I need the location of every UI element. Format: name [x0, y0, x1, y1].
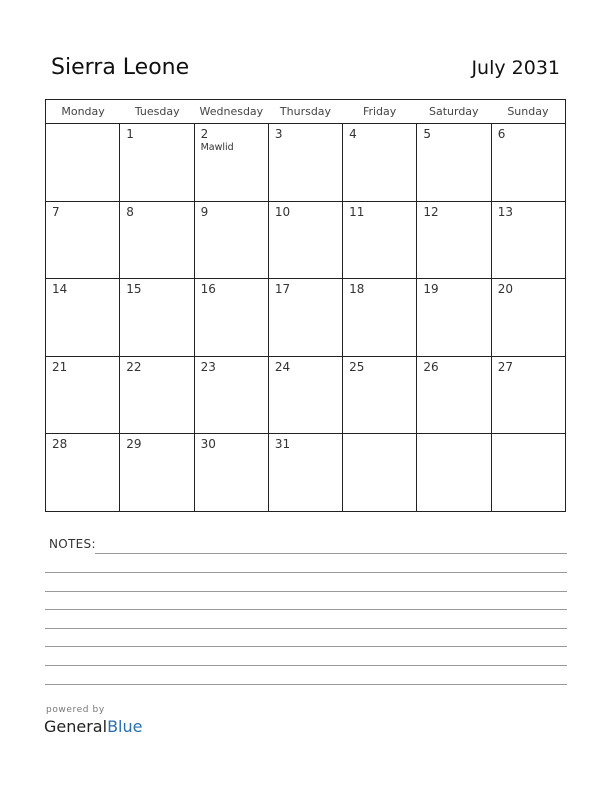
day-number: 6: [497, 127, 506, 141]
day-cell[interactable]: [195, 124, 269, 201]
day-number: 9: [200, 204, 209, 219]
day-cell[interactable]: [195, 202, 269, 279]
weekday-label: Wednesday: [199, 105, 264, 118]
day-cell[interactable]: [120, 124, 194, 201]
day-number: 28: [52, 437, 68, 452]
day-cell[interactable]: [417, 357, 491, 434]
day-number: 11: [349, 204, 365, 219]
day-cell[interactable]: [492, 357, 565, 434]
day-cell[interactable]: [195, 279, 269, 356]
notes-line: [45, 572, 567, 573]
day-cell[interactable]: [269, 434, 343, 512]
week-row: [46, 279, 565, 357]
day-cell[interactable]: [46, 202, 120, 279]
day-cell[interactable]: [492, 279, 565, 356]
day-number: 26: [423, 359, 439, 374]
day-cell[interactable]: [269, 279, 343, 356]
brand-logo[interactable]: [44, 717, 142, 736]
day-cell[interactable]: [343, 124, 417, 201]
day-cell[interactable]: [343, 202, 417, 279]
day-cell[interactable]: [120, 357, 194, 434]
day-cell[interactable]: [195, 357, 269, 434]
day-cell[interactable]: [343, 434, 417, 512]
day-number: 3: [274, 127, 283, 141]
brand-blue: Blue: [107, 717, 143, 736]
weekday-label: Monday: [61, 105, 105, 118]
notes-line: [95, 553, 567, 554]
day-cell[interactable]: [343, 279, 417, 356]
day-number: 1: [126, 127, 134, 141]
day-cell[interactable]: [46, 124, 120, 201]
day-cell[interactable]: [343, 357, 417, 434]
day-number: 30: [200, 437, 216, 452]
day-number: 18: [349, 282, 365, 297]
day-cell[interactable]: [417, 279, 491, 356]
weekday-header: [46, 100, 565, 124]
brand-general: General: [44, 717, 108, 736]
day-number: 29: [126, 437, 142, 452]
day-cell[interactable]: [269, 202, 343, 279]
weekday-label: Friday: [362, 105, 397, 118]
day-number: 21: [52, 359, 68, 374]
week-row: [46, 357, 565, 435]
day-number: 20: [497, 282, 513, 297]
weekday-label: Sunday: [507, 105, 549, 118]
day-number: 24: [274, 359, 291, 374]
day-cell[interactable]: [46, 279, 120, 356]
weekday-label: Saturday: [428, 105, 479, 118]
day-cell[interactable]: [417, 434, 491, 512]
powered-by-text: powered by: [46, 705, 105, 715]
day-cell[interactable]: [195, 434, 269, 512]
weeks-container: [46, 124, 565, 512]
day-number: 15: [126, 282, 142, 297]
week-row: [46, 124, 565, 202]
day-cell[interactable]: [417, 202, 491, 279]
day-cell[interactable]: [120, 434, 194, 512]
day-cell[interactable]: [269, 124, 343, 201]
day-cell[interactable]: [46, 434, 120, 512]
notes-line: [45, 628, 567, 629]
day-cell[interactable]: [120, 279, 194, 356]
notes-line: [45, 609, 567, 610]
day-cell[interactable]: [492, 124, 565, 201]
day-number: 5: [423, 127, 432, 141]
day-number: 17: [274, 282, 291, 297]
month-title: July 2031: [471, 57, 560, 79]
weekday-label: Tuesday: [134, 105, 180, 118]
country-title: Sierra Leone: [51, 55, 190, 80]
day-cell[interactable]: [492, 202, 565, 279]
day-number: 25: [349, 359, 365, 374]
day-cell[interactable]: [417, 124, 491, 201]
notes-line: [45, 665, 567, 666]
day-number: 8: [126, 204, 134, 219]
day-number: 23: [200, 359, 216, 374]
calendar-grid: [45, 99, 566, 512]
day-number: 19: [423, 282, 439, 297]
day-number: 12: [423, 204, 439, 219]
day-number: 16: [200, 282, 216, 297]
day-number: 27: [497, 359, 513, 374]
day-number: 13: [497, 204, 513, 219]
weekday-label: Thursday: [279, 105, 332, 118]
day-number: 10: [274, 204, 291, 219]
notes-line: [45, 646, 567, 647]
notes-label: NOTES:: [49, 537, 96, 551]
notes-line: [45, 591, 567, 592]
day-cell[interactable]: [269, 357, 343, 434]
day-number: 4: [349, 127, 357, 141]
day-number: 22: [126, 359, 142, 374]
day-cell[interactable]: [120, 202, 194, 279]
day-number: 14: [52, 282, 68, 297]
day-number: 2: [200, 127, 209, 141]
day-number: 31: [274, 437, 291, 452]
day-cell[interactable]: [492, 434, 565, 512]
day-number: 7: [52, 204, 60, 219]
holiday-label: Mawlid: [200, 142, 234, 153]
notes-line: [45, 684, 567, 685]
week-row: [46, 202, 565, 280]
week-row: [46, 434, 565, 512]
day-cell[interactable]: [46, 357, 120, 434]
